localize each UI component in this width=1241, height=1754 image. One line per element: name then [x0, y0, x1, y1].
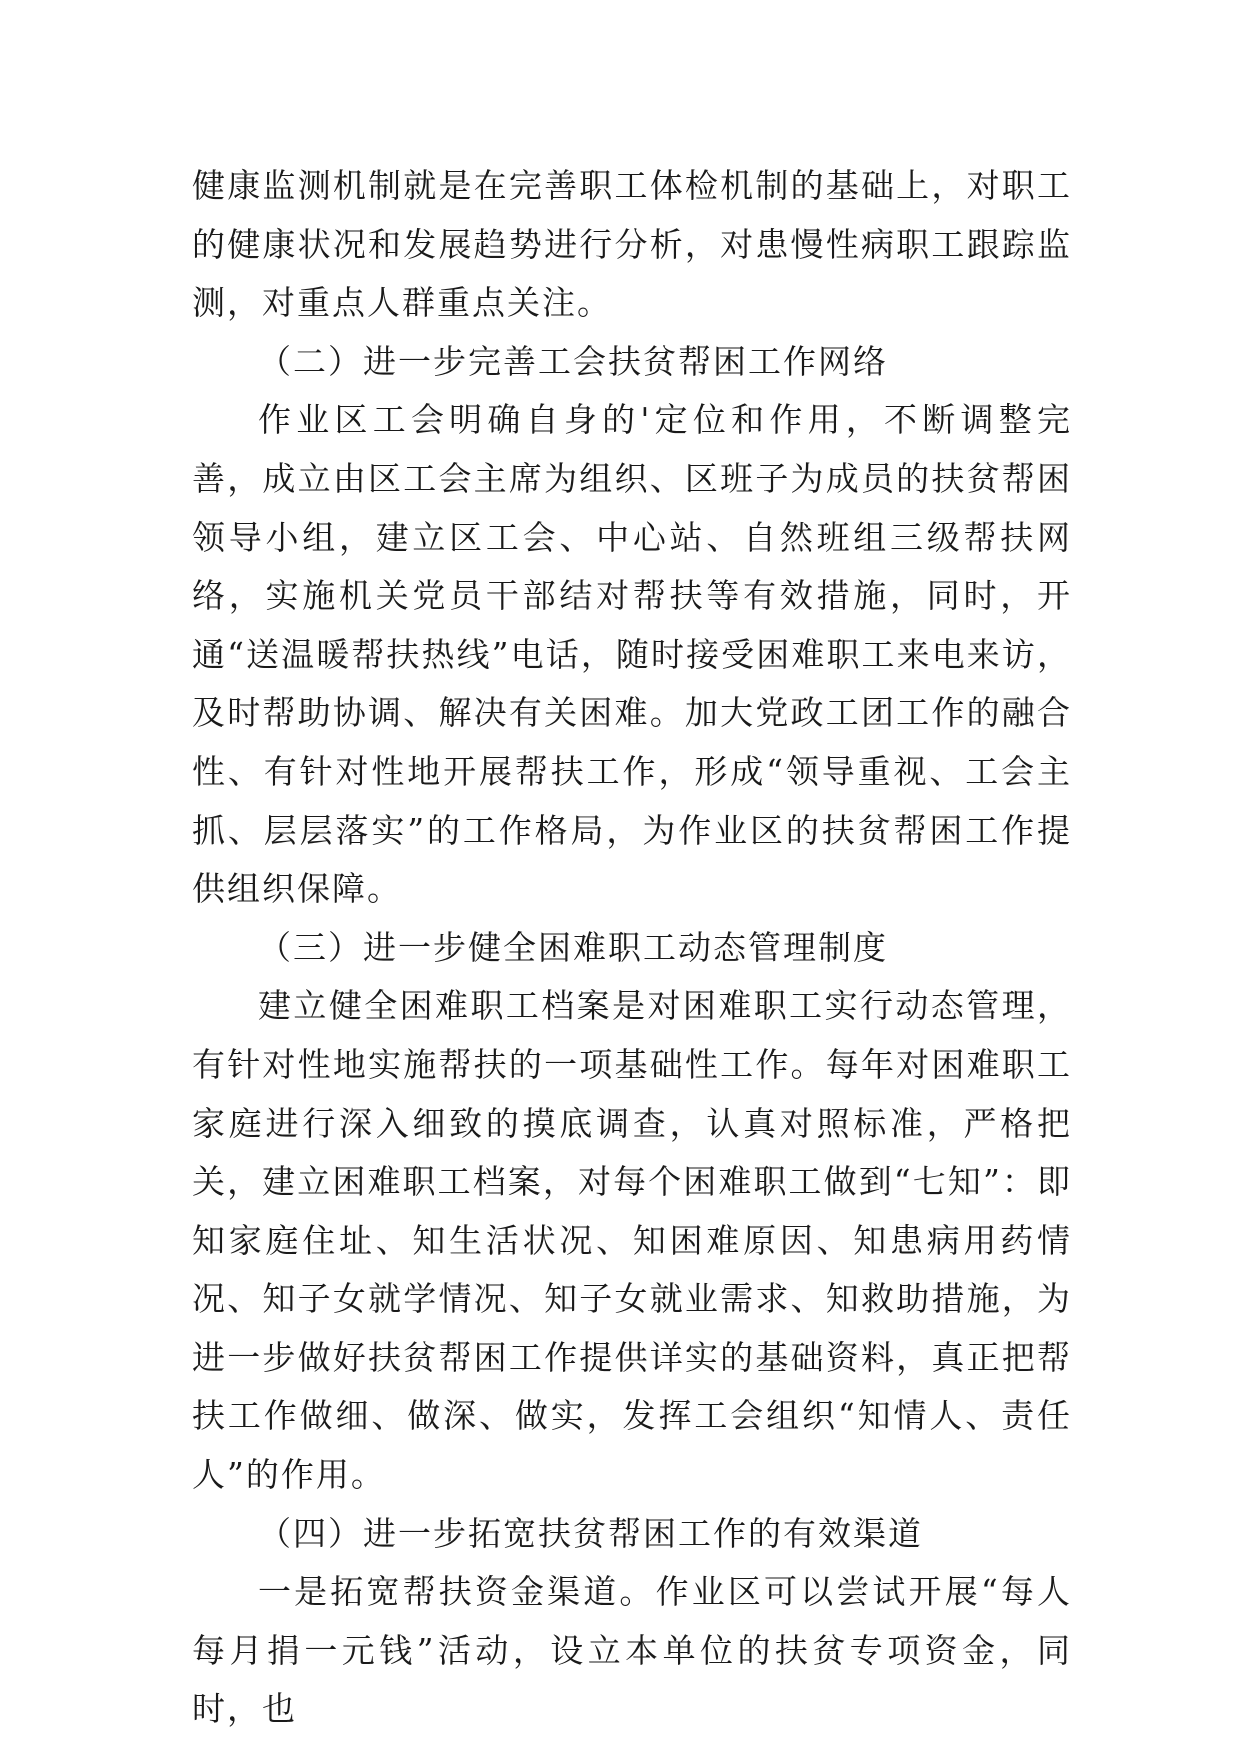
document-body [192, 157, 1072, 1739]
paragraph-channels: 一是拓宽帮扶资金渠道。作业区可以尝试开展“每人每月捐一元钱”活动，设立本单位的扶贫专项资金，同时，也 [192, 1572, 1072, 1729]
section-heading-3: （三）进一步健全困难职工动态管理制度 [258, 927, 888, 967]
paragraph-network: 作业区工会明确自身的'定位和作用，不断调整完善，成立由区工会主席为组织、区班子为成员的扶贫帮困领导小组，建立区工会、中心站、自然班组三级帮扶网络，实施机关党员干部结对帮扶等有效措施，同时，开通“送温暖帮扶热线”电话，随时接受困难职工来电来访，及时帮助协调、解决有关困难。加大党政工团工作的融合性、有针对性地开展帮扶工作，形成“领导重视、工会主抓、层层落实”的工作格局，为作业区的扶贫帮困工作提供组织保障。 [192, 400, 1072, 909]
section-heading-4: （四）进一步拓宽扶贫帮困工作的有效渠道 [258, 1513, 923, 1553]
paragraph-dynamic-management: 建立健全困难职工档案是对困难职工实行动态管理，有针对性地实施帮扶的一项基础性工作。每年对困难职工家庭进行深入细致的摸底调查，认真对照标准，严格把关，建立困难职工档案，对每个困难职工做到“七知”：即知家庭住址、知生活状况、知困难原因、知患病用药情况、知子女就学情况、知子女就业需求、知救助措施，为进一步做好扶贫帮困工作提供详实的基础资料，真正把帮扶工作做细、做深、做实，发挥工会组织“知情人、责任人”的作用。 [192, 986, 1072, 1495]
paragraph-health-monitoring: 健康监测机制就是在完善职工体检机制的基础上，对职工的健康状况和发展趋势进行分析，对患慢性病职工跟踪监测，对重点人群重点关注。 [192, 166, 1072, 323]
section-heading-2: （二）进一步完善工会扶贫帮困工作网络 [258, 341, 888, 381]
